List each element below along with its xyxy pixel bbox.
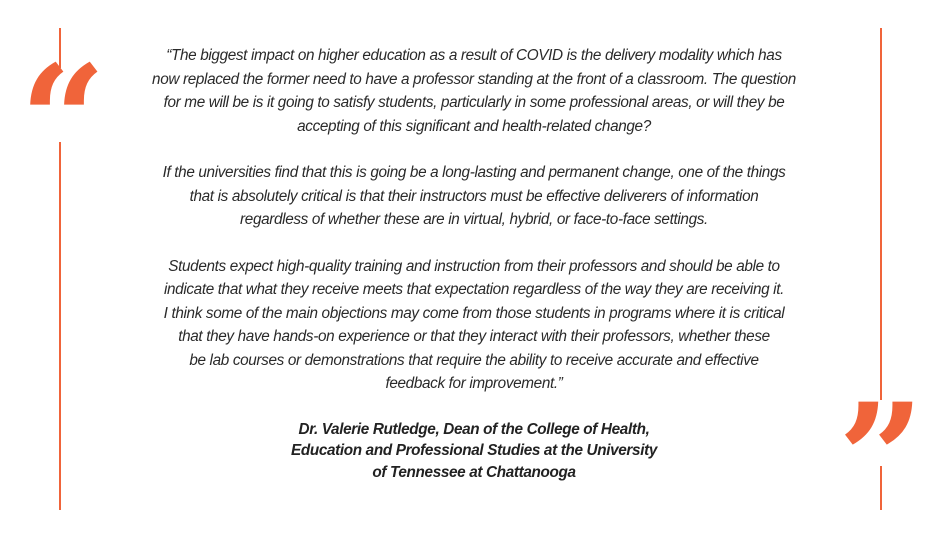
attribution-line: Dr. Valerie Rutledge, Dean of the College of Health, bbox=[298, 420, 650, 438]
quote-line: Students expect high-quality training and instruction from their professors and should be able to bbox=[168, 257, 780, 275]
open-quote-icon: “ bbox=[19, 46, 107, 136]
quote-paragraph-3 bbox=[118, 255, 830, 396]
close-quote-icon: ” bbox=[837, 384, 925, 474]
attribution-line: of Tennessee at Chattanooga bbox=[372, 463, 576, 481]
quote-line: regardless of whether these are in virtual, hybrid, or face-to-face settings. bbox=[240, 211, 708, 228]
attribution-line: Education and Professional Studies at the University bbox=[290, 442, 657, 459]
quote-line: be lab courses or demonstrations that require the ability to receive accurate and effective bbox=[189, 351, 759, 369]
quote-line: that they have hands-on experience or that they interact with their professors, whether these bbox=[178, 328, 770, 345]
quote-paragraph-2 bbox=[118, 161, 830, 232]
quote-line: indicate that what they receive meets that expectation regardless of the way they are receiving it. bbox=[163, 281, 785, 298]
quote-content bbox=[118, 44, 830, 483]
quote-line: feedback for improvement.” bbox=[385, 375, 563, 392]
attribution bbox=[118, 419, 830, 484]
quote-line: that is absolutely critical is that their instructors must be effective deliverers of information bbox=[189, 187, 759, 205]
quote-line: If the universities find that this is going be a long-lasting and permanent change, one of the things bbox=[162, 164, 786, 181]
right-rule-top bbox=[880, 28, 882, 400]
quote-line: now replaced the former need to have a professor standing at the front of a classroom. The question bbox=[152, 70, 796, 88]
left-rule-bottom bbox=[59, 142, 61, 510]
quote-line: accepting of this significant and health-related change? bbox=[297, 117, 651, 135]
quote-line: “The biggest impact on higher education as a result of COVID is the delivery modality which has bbox=[166, 47, 782, 64]
quote-paragraph-1 bbox=[118, 44, 830, 138]
quote-line: for me will be is it going to satisfy students, particularly in some professional areas, or will they be bbox=[163, 94, 785, 111]
quote-line: I think some of the main objections may come from those students in programs where it is critical bbox=[163, 304, 785, 322]
